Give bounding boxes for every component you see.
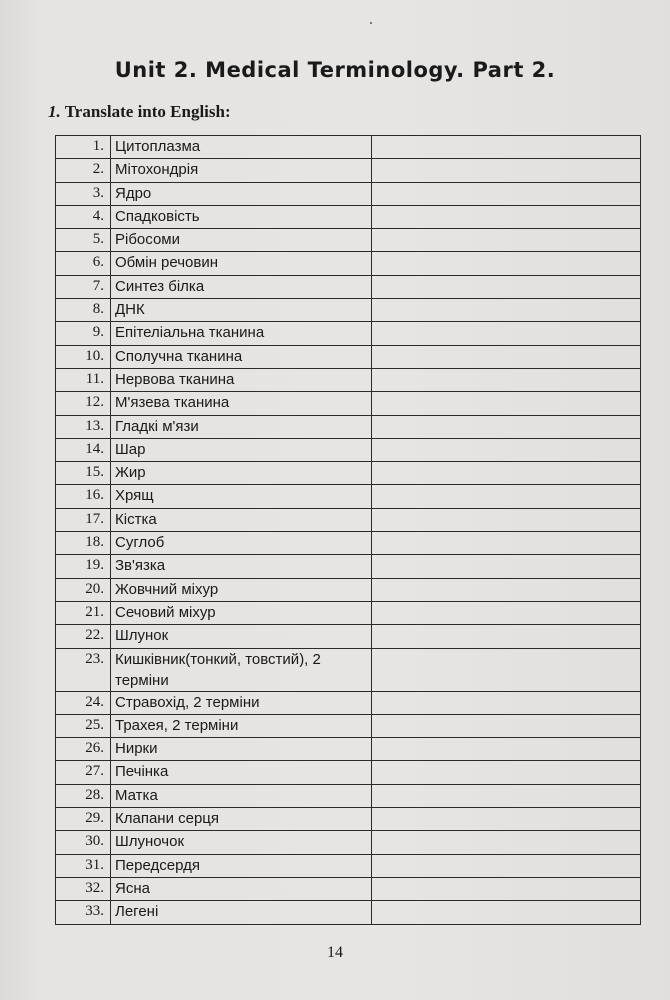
english-answer-cell[interactable]: [372, 625, 641, 648]
row-number: 33.: [56, 901, 111, 924]
translation-table: [55, 135, 641, 925]
row-number: 21.: [56, 601, 111, 624]
row-number: 8.: [56, 299, 111, 322]
table-row: [56, 555, 641, 578]
row-number: 12.: [56, 392, 111, 415]
ukrainian-term: Матка: [111, 784, 372, 807]
ukrainian-term: Ядро: [111, 182, 372, 205]
table-row: [56, 322, 641, 345]
table-row: [56, 784, 641, 807]
table-row: [56, 854, 641, 877]
english-answer-cell[interactable]: [372, 136, 641, 159]
english-answer-cell[interactable]: [372, 761, 641, 784]
row-number: 17.: [56, 508, 111, 531]
row-number: 2.: [56, 159, 111, 182]
ukrainian-term: Гладкі м'язи: [111, 415, 372, 438]
row-number: 16.: [56, 485, 111, 508]
table-row: [56, 808, 641, 831]
ukrainian-term: Печінка: [111, 761, 372, 784]
ukrainian-term: Обмін речовин: [111, 252, 372, 275]
english-answer-cell[interactable]: [372, 159, 641, 182]
row-number: 20.: [56, 578, 111, 601]
english-answer-cell[interactable]: [372, 508, 641, 531]
table-row: [56, 485, 641, 508]
english-answer-cell[interactable]: [372, 784, 641, 807]
table-row: [56, 275, 641, 298]
row-number: 15.: [56, 462, 111, 485]
table-row: [56, 648, 641, 691]
ukrainian-term: Мітохондрія: [111, 159, 372, 182]
table-row: [56, 738, 641, 761]
english-answer-cell[interactable]: [372, 738, 641, 761]
table-row: [56, 159, 641, 182]
english-answer-cell[interactable]: [372, 877, 641, 900]
ukrainian-term: Жир: [111, 462, 372, 485]
ukrainian-term: Шар: [111, 438, 372, 461]
exercise-text: Translate into English:: [64, 102, 231, 121]
row-number: 25.: [56, 714, 111, 737]
print-speck: [370, 22, 372, 24]
english-answer-cell[interactable]: [372, 322, 641, 345]
ukrainian-term: Нервова тканина: [111, 368, 372, 391]
row-number: 27.: [56, 761, 111, 784]
row-number: 10.: [56, 345, 111, 368]
row-number: 24.: [56, 691, 111, 714]
ukrainian-term: Трахея, 2 терміни: [111, 714, 372, 737]
ukrainian-term: Шлуночок: [111, 831, 372, 854]
ukrainian-term: Легені: [111, 901, 372, 924]
english-answer-cell[interactable]: [372, 854, 641, 877]
row-number: 31.: [56, 854, 111, 877]
ukrainian-term: Шлунок: [111, 625, 372, 648]
row-number: 18.: [56, 532, 111, 555]
english-answer-cell[interactable]: [372, 252, 641, 275]
english-answer-cell[interactable]: [372, 808, 641, 831]
english-answer-cell[interactable]: [372, 462, 641, 485]
table-row: [56, 714, 641, 737]
table-row: [56, 601, 641, 624]
table-row: [56, 229, 641, 252]
row-number: 23.: [56, 648, 111, 691]
english-answer-cell[interactable]: [372, 578, 641, 601]
english-answer-cell[interactable]: [372, 831, 641, 854]
english-answer-cell[interactable]: [372, 392, 641, 415]
ukrainian-term: Сечовий міхур: [111, 601, 372, 624]
ukrainian-term: Нирки: [111, 738, 372, 761]
ukrainian-term: Суглоб: [111, 532, 372, 555]
ukrainian-term: Кістка: [111, 508, 372, 531]
ukrainian-term: Передсердя: [111, 854, 372, 877]
ukrainian-term: Спадковість: [111, 205, 372, 228]
table-row: [56, 508, 641, 531]
table-row: [56, 462, 641, 485]
page-title: Unit 2. Medical Terminology. Part 2.: [114, 58, 556, 82]
table-row: [56, 625, 641, 648]
row-number: 6.: [56, 252, 111, 275]
translation-table-body: [56, 136, 641, 925]
english-answer-cell[interactable]: [372, 229, 641, 252]
row-number: 30.: [56, 831, 111, 854]
ukrainian-term: ДНК: [111, 299, 372, 322]
ukrainian-term: Цитоплазма: [111, 136, 372, 159]
row-number: 26.: [56, 738, 111, 761]
exercise-number: 1.: [48, 102, 61, 121]
row-number: 5.: [56, 229, 111, 252]
row-number: 32.: [56, 877, 111, 900]
table-row: [56, 136, 641, 159]
row-number: 3.: [56, 182, 111, 205]
english-answer-cell[interactable]: [372, 714, 641, 737]
ukrainian-term: Сполучна тканина: [111, 345, 372, 368]
table-row: [56, 345, 641, 368]
ukrainian-term: М'язева тканина: [111, 392, 372, 415]
table-row: [56, 438, 641, 461]
page-number: 14: [327, 944, 343, 961]
row-number: 28.: [56, 784, 111, 807]
english-answer-cell[interactable]: [372, 275, 641, 298]
row-number: 11.: [56, 368, 111, 391]
table-row: [56, 299, 641, 322]
english-answer-cell[interactable]: [372, 438, 641, 461]
row-number: 19.: [56, 555, 111, 578]
row-number: 9.: [56, 322, 111, 345]
table-row: [56, 831, 641, 854]
row-number: 1.: [56, 136, 111, 159]
english-answer-cell[interactable]: [372, 345, 641, 368]
english-answer-cell[interactable]: [372, 415, 641, 438]
table-row: [56, 761, 641, 784]
ukrainian-term: Стравохід, 2 терміни: [111, 691, 372, 714]
table-row: [56, 901, 641, 924]
ukrainian-term: Клапани серця: [111, 808, 372, 831]
ukrainian-term: Кишківник(тонкий, товстий), 2 терміни: [111, 648, 372, 691]
ukrainian-term: Ясна: [111, 877, 372, 900]
english-answer-cell[interactable]: [372, 182, 641, 205]
table-row: [56, 578, 641, 601]
row-number: 13.: [56, 415, 111, 438]
ukrainian-term: Епітеліальна тканина: [111, 322, 372, 345]
english-answer-cell[interactable]: [372, 601, 641, 624]
english-answer-cell[interactable]: [372, 205, 641, 228]
table-row: [56, 392, 641, 415]
row-number: 7.: [56, 275, 111, 298]
table-row: [56, 182, 641, 205]
english-answer-cell[interactable]: [372, 532, 641, 555]
table-row: [56, 691, 641, 714]
english-answer-cell[interactable]: [372, 648, 641, 691]
ukrainian-term: Жовчний міхур: [111, 578, 372, 601]
ukrainian-term: Синтез білка: [111, 275, 372, 298]
english-answer-cell[interactable]: [372, 901, 641, 924]
table-row: [56, 532, 641, 555]
ukrainian-term: Зв'язка: [111, 555, 372, 578]
row-number: 4.: [56, 205, 111, 228]
table-row: [56, 368, 641, 391]
table-row: [56, 415, 641, 438]
english-answer-cell[interactable]: [372, 691, 641, 714]
exercise-instruction: [48, 102, 231, 122]
row-number: 29.: [56, 808, 111, 831]
table-row: [56, 252, 641, 275]
ukrainian-term: Хрящ: [111, 485, 372, 508]
row-number: 14.: [56, 438, 111, 461]
english-answer-cell[interactable]: [372, 299, 641, 322]
english-answer-cell[interactable]: [372, 555, 641, 578]
english-answer-cell[interactable]: [372, 485, 641, 508]
row-number: 22.: [56, 625, 111, 648]
english-answer-cell[interactable]: [372, 368, 641, 391]
table-row: [56, 205, 641, 228]
ukrainian-term: Рібосоми: [111, 229, 372, 252]
table-row: [56, 877, 641, 900]
